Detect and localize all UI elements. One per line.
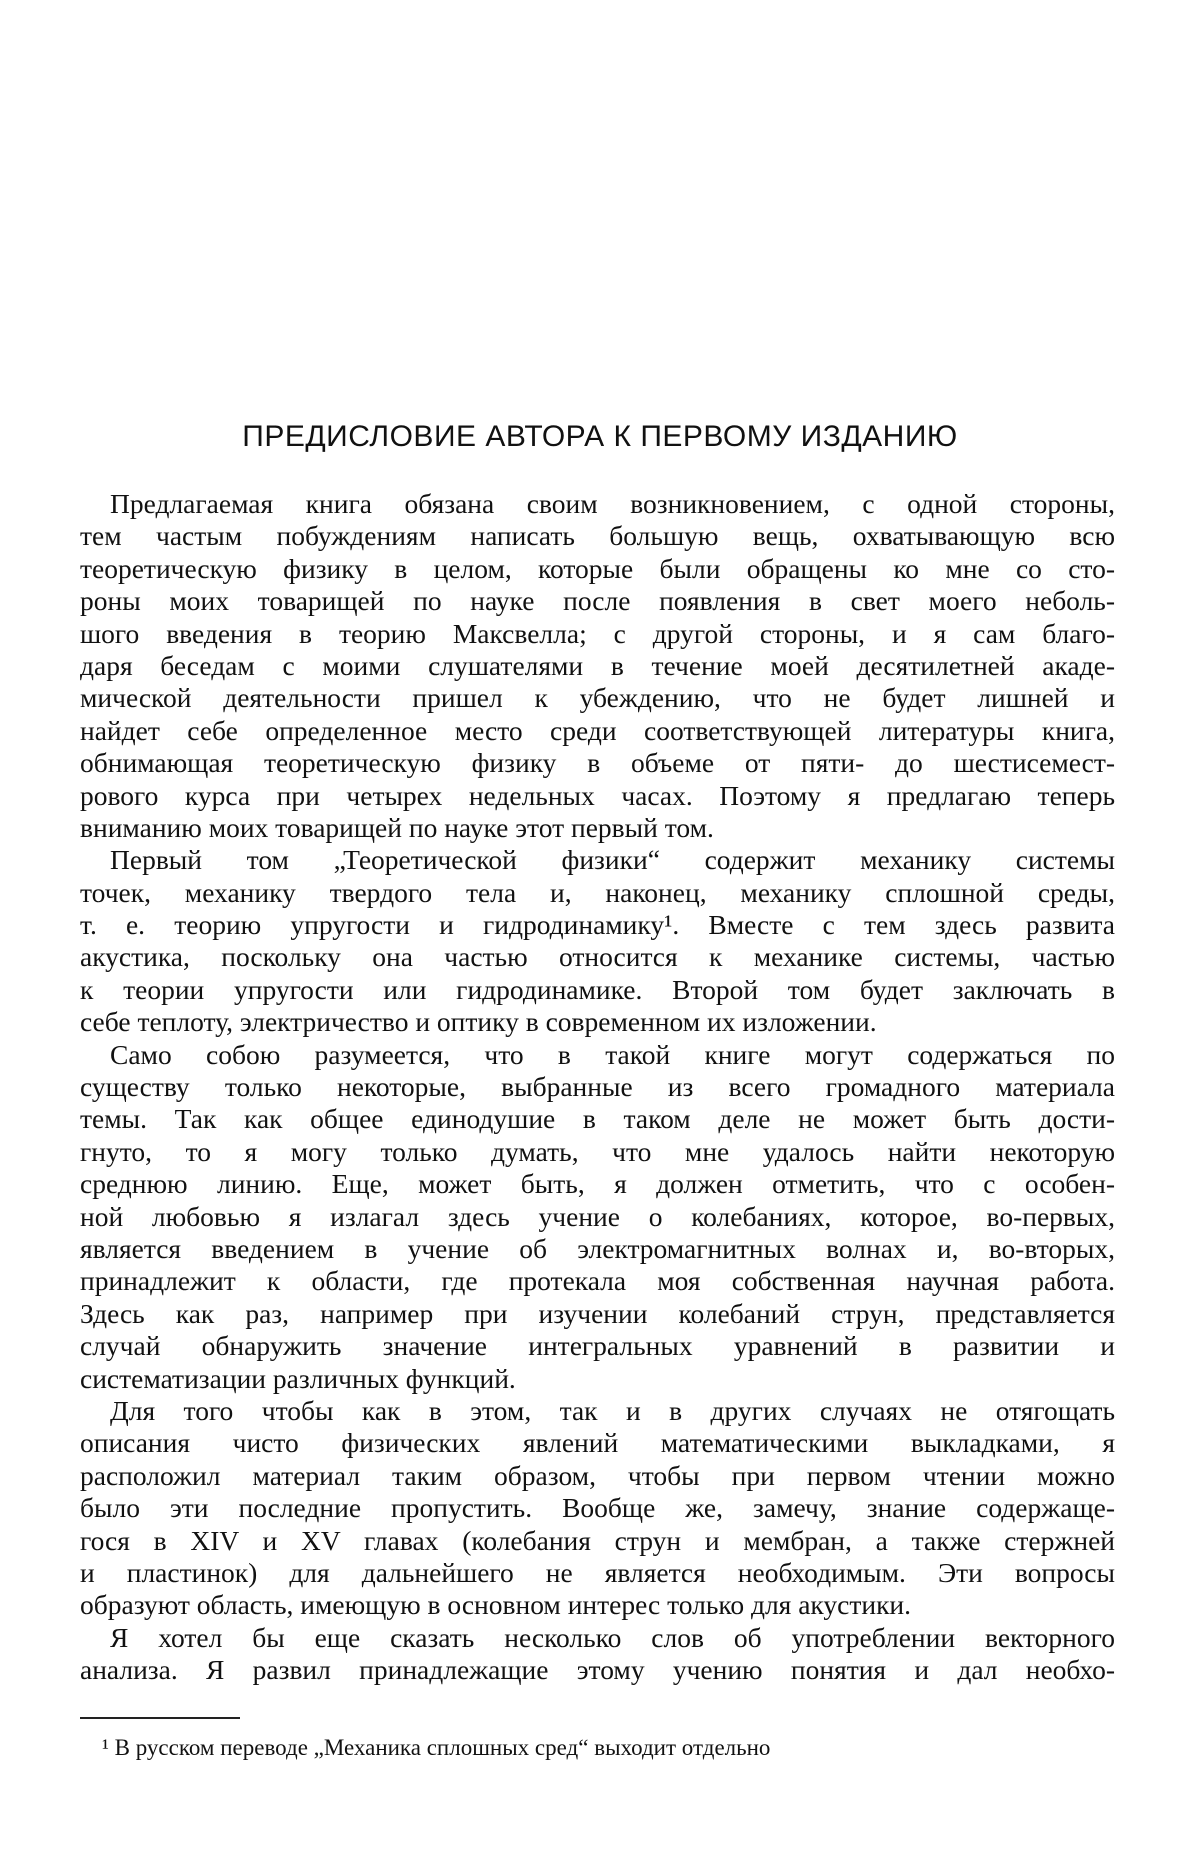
- text-line: гнуто, то я могу только думать, что мне удалось найти некоторую: [80, 1135, 1115, 1167]
- text-line: темы. Так как общее единодушие в таком деле не может быть дости-: [80, 1103, 1115, 1135]
- text-line: вниманию моих товарищей по науке этот первый том.: [80, 811, 714, 843]
- text-line: описания чисто физических явлений математическими выкладками, я: [80, 1427, 1115, 1459]
- text-line: образуют область, имеющую в основном интерес только для акустики.: [80, 1589, 912, 1621]
- text-line: найдет себе определенное место среди соответствующей литературы книга,: [80, 714, 1115, 746]
- text-line: Я хотел бы еще сказать несколько слов об употреблении векторного: [110, 1621, 1115, 1653]
- text-line: роны моих товарищей по науке после появления в свет моего неболь-: [80, 585, 1115, 617]
- page-title: ПРЕДИСЛОВИЕ АВТОРА К ПЕРВОМУ ИЗДАНИЮ: [242, 420, 958, 453]
- text-line: к теории упругости или гидродинамике. Второй том будет заключать в: [80, 973, 1115, 1005]
- text-line: себе теплоту, электричество и оптику в современном их изложении.: [80, 1006, 877, 1038]
- text-line: Само собою разумеется, что в такой книге могут содержаться по: [110, 1038, 1115, 1070]
- text-line: и пластинок) для дальнейшего не является необходимым. Эти вопросы: [80, 1556, 1115, 1588]
- text-line: даря беседам с моими слушателями в течение моей десятилетней акаде-: [80, 649, 1115, 681]
- text-line: систематизации различных функций.: [80, 1362, 516, 1394]
- text-line: среднюю линию. Еще, может быть, я должен отметить, что с особен-: [80, 1168, 1115, 1200]
- text-line: случай обнаружить значение интегральных уравнений в развитии и: [80, 1330, 1115, 1362]
- text-line: теоретическую физику в целом, которые были обращены ко мне со сто-: [80, 552, 1115, 584]
- footnote-divider: [80, 1717, 240, 1719]
- text-line: т. е. теорию упругости и гидродинамику¹. Вместе с тем здесь развита: [80, 909, 1115, 941]
- text-line: анализа. Я развил принадлежащие этому учению понятия и дал необхо-: [80, 1654, 1115, 1686]
- footnote: ¹ В русском переводе „Механика сплошных сред“ выходит отдельно: [102, 1735, 771, 1760]
- text-line: точек, механику твердого тела и, наконец, механику сплошной среды,: [80, 876, 1115, 908]
- text-line: Первый том „Теоретической физики“ содержит механику системы: [110, 844, 1115, 876]
- text-line: Предлагаемая книга обязана своим возникновением, с одной стороны,: [110, 488, 1115, 519]
- text-line: ной любовью я излагал здесь учение о колебаниях, которое, во-первых,: [80, 1200, 1115, 1232]
- text-line: расположил материал таким образом, чтобы при первом чтении можно: [80, 1459, 1115, 1491]
- text-line: шого введения в теорию Максвелла; с другой стороны, и я сам благо-: [80, 617, 1115, 649]
- text-line: существу только некоторые, выбранные из всего громадного материала: [80, 1071, 1115, 1103]
- text-line: тем частым побуждениям написать большую вещь, охватывающую всю: [80, 520, 1115, 552]
- text-line: Здесь как раз, например при изучении колебаний струн, представляется: [80, 1297, 1115, 1329]
- text-line: гося в XIV и XV главах (колебания струн и мембран, а также стержней: [80, 1524, 1115, 1556]
- text-line: является введением в учение об электромагнитных волнах и, во-вторых,: [80, 1232, 1115, 1264]
- text-line: акустика, поскольку она частью относится к механике системы, частью: [80, 941, 1115, 973]
- text-line: принадлежит к области, где протекала моя собственная научная работа.: [80, 1265, 1115, 1297]
- text-line: Для того чтобы как в этом, так и в других случаях не отягощать: [110, 1394, 1115, 1426]
- text-line: мической деятельности пришел к убеждению, что не будет лишней и: [80, 682, 1115, 714]
- text-line: было эти последние пропустить. Вообще же, замечу, знание содержаще-: [80, 1492, 1115, 1524]
- preface-body: [80, 488, 1115, 1686]
- text-line: обнимающая теоретическую физику в объеме от пяти- до шестисемест-: [80, 747, 1115, 779]
- text-line: рового курса при четырех недельных часах. Поэтому я предлагаю теперь: [80, 779, 1115, 811]
